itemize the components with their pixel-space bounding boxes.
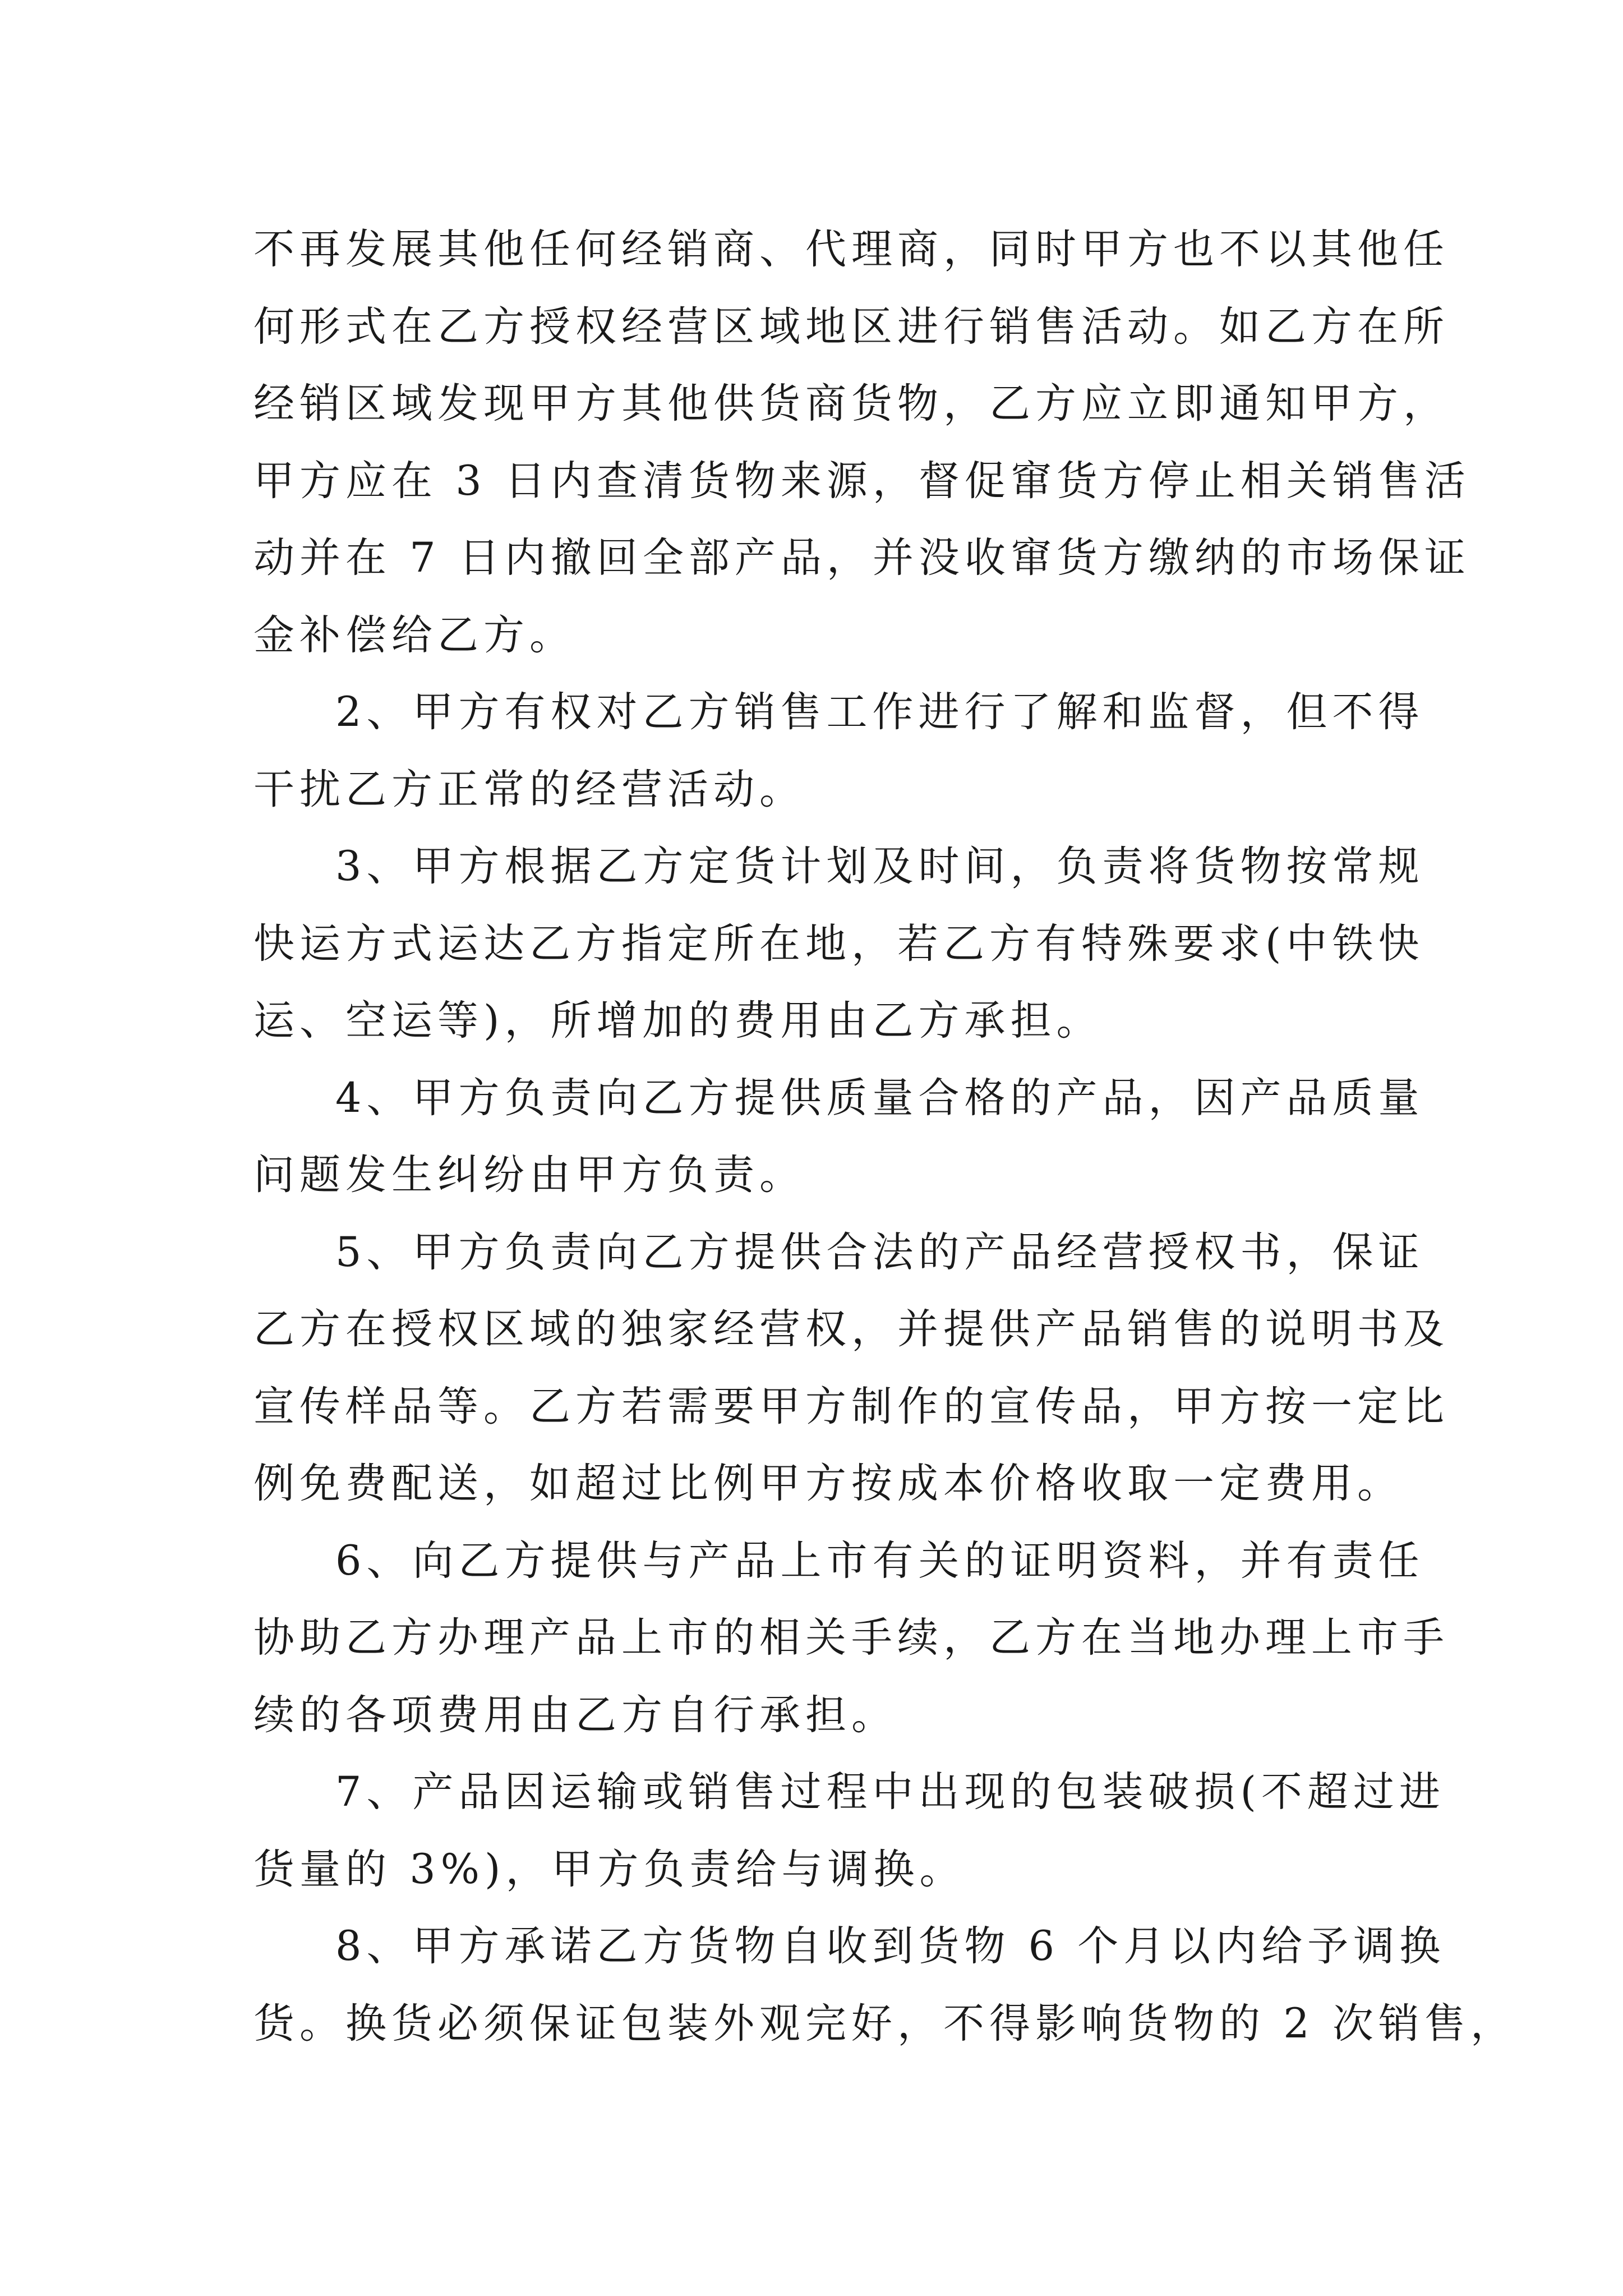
text-line: 续的各项费用由乙方自行承担。 <box>253 1691 897 1739</box>
text-line: 动并在 7 日内撤回全部产品，并没收窜货方缴纳的市场保证 <box>253 534 1470 582</box>
text-line: 干扰乙方正常的经营活动。 <box>253 765 805 813</box>
text-line: 问题发生纠纷由甲方负责。 <box>253 1151 805 1199</box>
text-line: 协助乙方办理产品上市的相关手续，乙方在当地办理上市手 <box>253 1614 1449 1662</box>
text-line: 快运方式运达乙方指定所在地，若乙方有特殊要求(中铁快 <box>253 919 1424 968</box>
document-body <box>253 211 1516 2062</box>
text-line: 运、空运等)，所增加的费用由乙方承担。 <box>253 997 1103 1045</box>
paragraph-first-line: 3、甲方根据乙方定货计划及时间，负责将货物按常规 <box>335 843 1424 890</box>
paragraph-first-line: 7、产品因运输或销售过程中出现的包装破损(不超过进 <box>335 1768 1445 1816</box>
text-line: 何形式在乙方授权经营区域地区进行销售活动。如乙方在所 <box>253 302 1449 351</box>
text-line: 货量的 3%)，甲方负责给与调换。 <box>253 1845 966 1893</box>
text-line: 乙方在授权区域的独家经营权，并提供产品销售的说明书及 <box>253 1305 1449 1353</box>
paragraph-first-line: 4、甲方负责向乙方提供质量合格的产品，因产品质量 <box>335 1074 1424 1122</box>
paragraph-first-line: 8、甲方承诺乙方货物自收到货物 6 个月以内给予调换 <box>335 1922 1446 1970</box>
text-line: 例免费配送，如超过比例甲方按成本价格收取一定费用。 <box>253 1460 1403 1507</box>
text-line: 不再发展其他任何经销商、代理商，同时甲方也不以其他任 <box>253 226 1449 273</box>
text-line: 金补偿给乙方。 <box>253 611 575 659</box>
text-line: 甲方应在 3 日内查清货物来源，督促窜货方停止相关销售活 <box>253 457 1470 505</box>
paragraph-first-line: 5、甲方负责向乙方提供合法的产品经营授权书，保证 <box>335 1228 1424 1276</box>
paragraph-first-line: 6、向乙方提供与产品上市有关的证明资料，并有责任 <box>335 1536 1424 1585</box>
text-line: 宣传样品等。乙方若需要甲方制作的宣传品，甲方按一定比 <box>253 1382 1449 1430</box>
text-line: 货。换货必须保证包装外观完好，不得影响货物的 2 次销售， <box>253 1999 1516 2047</box>
text-line: 经销区域发现甲方其他供货商货物，乙方应立即通知甲方， <box>253 380 1449 427</box>
paragraph-first-line: 2、甲方有权对乙方销售工作进行了解和监督，但不得 <box>335 688 1424 736</box>
